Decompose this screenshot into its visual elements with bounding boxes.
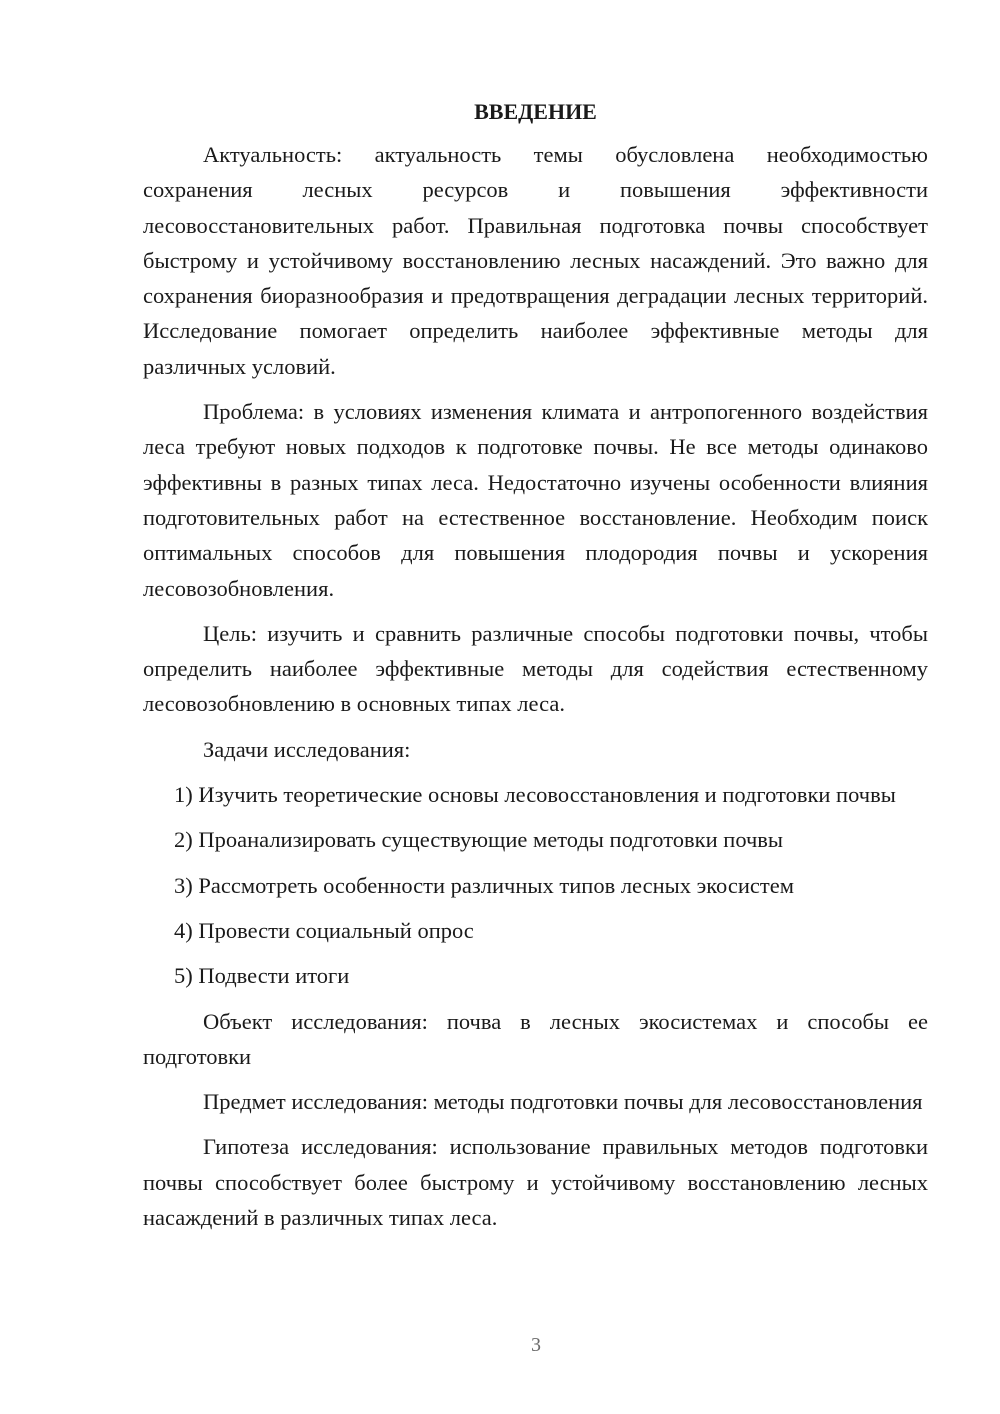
tasks-title: Задачи исследования:	[203, 736, 411, 762]
tasks-list	[143, 777, 928, 993]
section-heading: ВВЕДЕНИЕ	[474, 99, 597, 124]
object-paragraph: Объект исследования: почва в лесных экосистемах и способы ее подготовки	[143, 1008, 928, 1069]
list-item: 1) Изучить теоретические основы лесовосстановления и подготовки почвы	[174, 782, 896, 808]
problem-paragraph: Проблема: в условиях изменения климата и антропогенного воздействия леса требуют новых подходов к подготовке почвы. Не все методы одинаково эффективны в разных типах леса. Недостаточно изучены особенности влияния подготовительных работ на естественное восстановление. Необходим поиск оптимальных способов для повышения плодородия почвы и ускорения лесовозобновления.	[143, 399, 928, 601]
relevance-paragraph: Актуальность: актуальность темы обусловлена необходимостью сохранения лесных ресурсов и повышения эффективности лесовосстановительных работ. Правильная подготовка почвы способствует быстрому и устойчивому восстановлению лесных насаждений. Это важно для сохранения биоразнообразия и предотвращения деградации лесных территорий. Исследование помогает определить наиболее эффективные методы для различных условий.	[143, 142, 928, 379]
list-item: 4) Провести социальный опрос	[174, 917, 474, 943]
hypothesis-paragraph: Гипотеза исследования: использование правильных методов подготовки почвы способствует более быстрому и устойчивому восстановлению лесных насаждений в различных типах леса.	[143, 1134, 928, 1231]
page-content	[143, 94, 928, 1245]
subject-paragraph: Предмет исследования: методы подготовки почвы для лесовосстановления	[203, 1089, 923, 1115]
list-item: 3) Рассмотреть особенности различных типов лесных экосистем	[174, 872, 794, 898]
list-item: 5) Подвести итоги	[174, 963, 350, 989]
goal-paragraph: Цель: изучить и сравнить различные способы подготовки почвы, чтобы определить наиболее эффективные методы для содействия естественному лесовозобновлению в основных типах леса.	[143, 620, 928, 717]
page-number: 3	[531, 1334, 541, 1356]
list-item: 2) Проанализировать существующие методы подготовки почвы	[174, 827, 784, 853]
